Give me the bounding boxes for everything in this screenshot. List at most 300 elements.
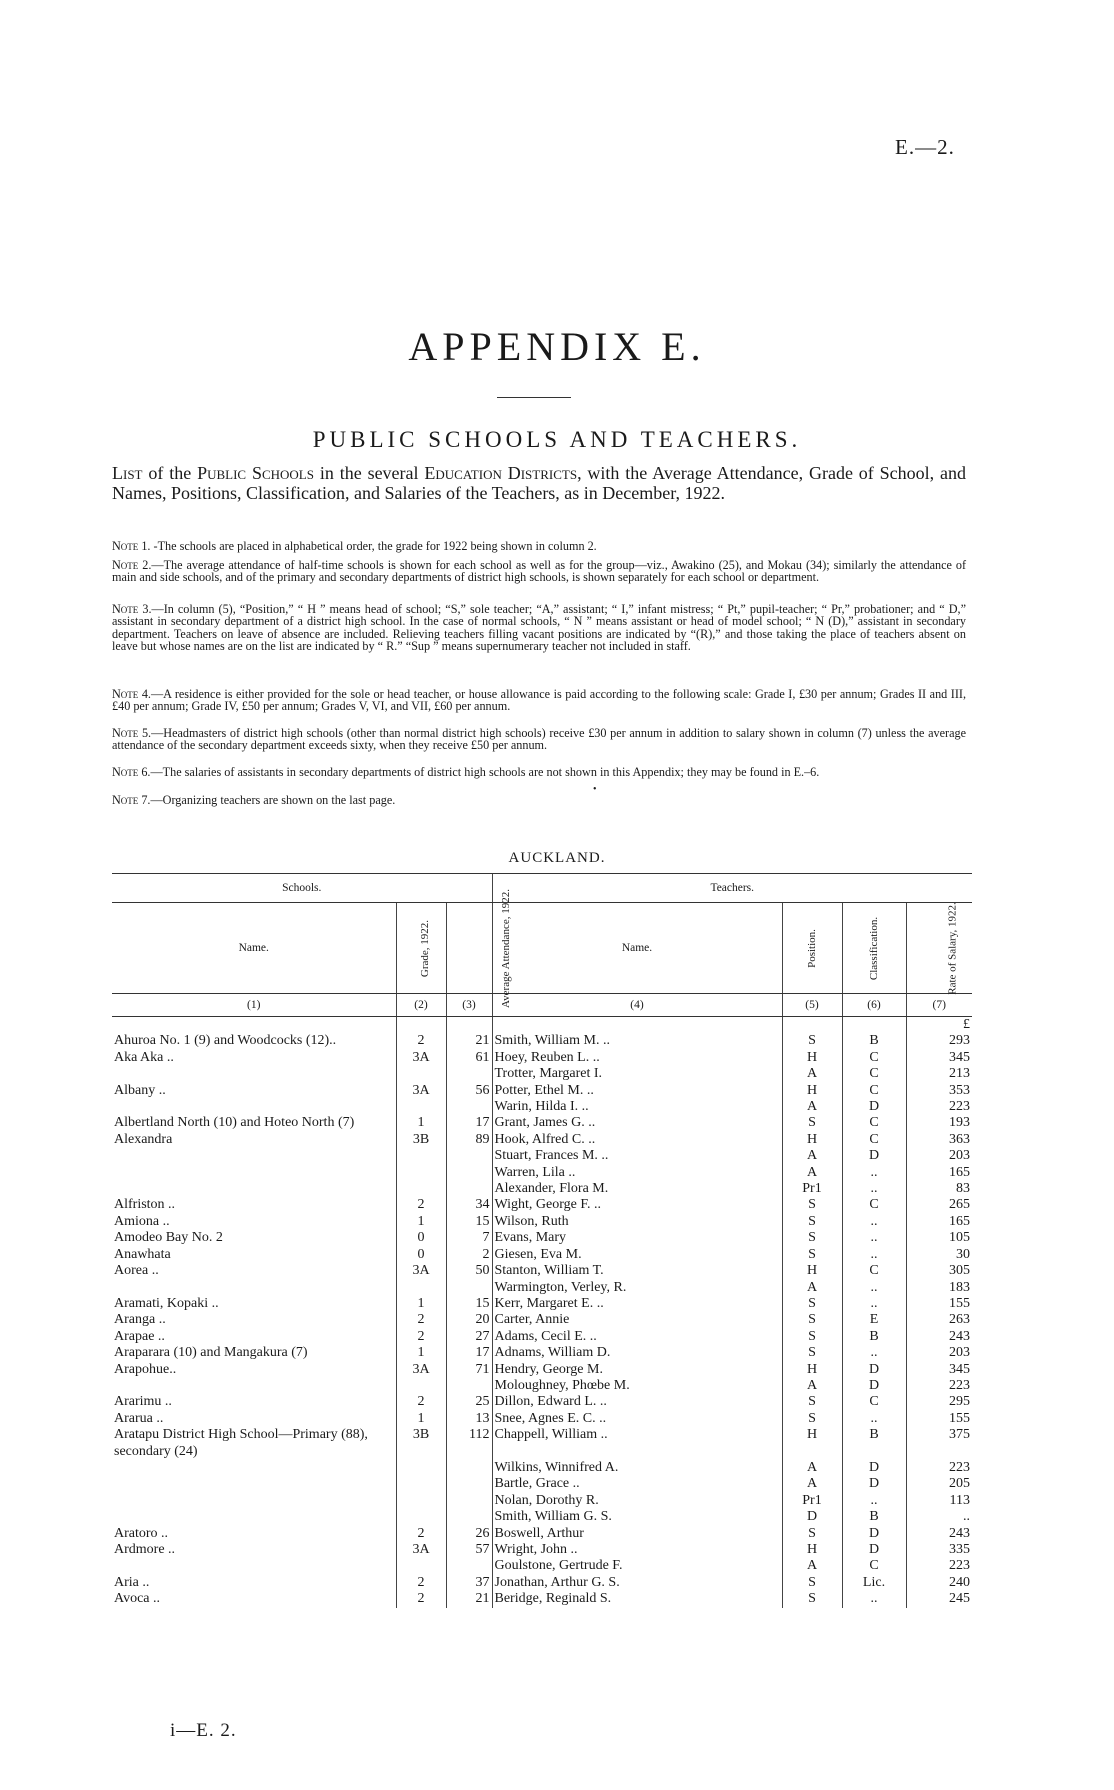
- intro-text-1: of the: [142, 463, 198, 483]
- attendance-cell: 21: [446, 1033, 492, 1049]
- position-cell: S: [782, 1230, 842, 1246]
- teacher-name-header: Name.: [492, 903, 782, 994]
- attendance-cell: 13: [446, 1411, 492, 1427]
- classification-cell: D: [842, 1542, 906, 1558]
- salary-cell: 293: [906, 1033, 972, 1049]
- attendance-cell: 25: [446, 1394, 492, 1410]
- grade-cell: [396, 1378, 446, 1394]
- attendance-cell: [446, 1148, 492, 1164]
- school-name-cell: Ardmore ..: [114, 1542, 176, 1557]
- classification-cell: D: [842, 1362, 906, 1378]
- classification-cell: ..: [842, 1493, 906, 1509]
- attendance-cell: [446, 1181, 492, 1197]
- classification-cell: C: [842, 1050, 906, 1066]
- table-row: [112, 1526, 972, 1542]
- grade-cell: 2: [396, 1526, 446, 1542]
- position-cell: S: [782, 1033, 842, 1049]
- grade-cell: [396, 1280, 446, 1296]
- salary-cell: 223: [906, 1558, 972, 1574]
- region-title: AUCKLAND.: [508, 850, 606, 866]
- table-row: [112, 1312, 972, 1328]
- grade-cell: [396, 1493, 446, 1509]
- table-row: [112, 1132, 972, 1148]
- grade-cell: 3A: [396, 1050, 446, 1066]
- note-text: —The average attendance of half-time schools is shown for each school as well as for the group—viz., Awakino (25), and Mokau (34); similarly the attendance of main and side schools, and of the primary and secondary departments of district high schools, is shown separately for each school or department.: [112, 558, 967, 585]
- note-label: Note 2.: [112, 558, 152, 572]
- note-1: [112, 540, 966, 552]
- classification-header: [842, 903, 906, 994]
- attendance-cell: 17: [446, 1115, 492, 1131]
- intro-text-2: in the several: [313, 463, 425, 483]
- grade-cell: 2: [396, 1033, 446, 1049]
- attendance-cell: [446, 1099, 492, 1115]
- salary-cell: 223: [906, 1099, 972, 1115]
- position-cell: A: [782, 1476, 842, 1492]
- intro-education-districts: Education Districts: [424, 463, 578, 483]
- salary-cell: 165: [906, 1165, 972, 1181]
- table-row: [112, 1558, 972, 1574]
- salary-cell: 243: [906, 1329, 972, 1345]
- attendance-cell: 7: [446, 1230, 492, 1246]
- signature-mark: i—E. 2.: [170, 1720, 237, 1741]
- classification-cell: C: [842, 1132, 906, 1148]
- attendance-cell: 27: [446, 1329, 492, 1345]
- grade-cell: 2: [396, 1394, 446, 1410]
- table-row: [112, 1247, 972, 1263]
- grade-cell: 1: [396, 1411, 446, 1427]
- table-row: [112, 1033, 972, 1049]
- classification-cell: D: [842, 1526, 906, 1542]
- grade-cell: 1: [396, 1345, 446, 1361]
- classification-header-label: Classification.: [867, 916, 880, 981]
- grade-cell: 1: [396, 1296, 446, 1312]
- grade-cell: [396, 1509, 446, 1525]
- school-name-cell: Aramati, Kopaki ..: [114, 1295, 219, 1311]
- school-name-cell: Alfriston ..: [114, 1197, 176, 1213]
- table-row: [112, 1181, 972, 1197]
- teacher-name-cell: Adnams, William D.: [492, 1345, 782, 1361]
- note-3: [112, 603, 966, 652]
- table-row: [112, 1296, 972, 1312]
- table-row: [112, 1362, 972, 1378]
- school-name-cell: [112, 1509, 396, 1525]
- school-name-cell: [112, 1148, 396, 1164]
- school-name-cell: Ahuroa No. 1 (9) and Woodcocks (12)..: [114, 1033, 337, 1049]
- attendance-header-label: Average Attendance, 1922.: [499, 889, 512, 1008]
- position-cell: H: [782, 1263, 842, 1279]
- attendance-header: [446, 889, 512, 1008]
- grade-cell: 0: [396, 1230, 446, 1246]
- table-body: [112, 1017, 972, 1608]
- salary-cell: 213: [906, 1066, 972, 1082]
- table-row: [112, 1115, 972, 1131]
- note-label: Note 5.: [112, 726, 152, 740]
- position-cell: S: [782, 1411, 842, 1427]
- table-row: [112, 1411, 972, 1427]
- classification-cell: D: [842, 1378, 906, 1394]
- grade-cell: 1: [396, 1115, 446, 1131]
- table-row: [112, 1066, 972, 1082]
- position-cell: H: [782, 1542, 842, 1558]
- note-7: [112, 794, 966, 806]
- grade-cell: 3B: [396, 1427, 446, 1460]
- position-cell: A: [782, 1460, 842, 1476]
- note-label: Note 6.: [112, 765, 151, 779]
- classification-cell: E: [842, 1312, 906, 1328]
- salary-cell: 155: [906, 1411, 972, 1427]
- school-name-cell: [112, 1460, 396, 1476]
- table-row: [112, 1591, 972, 1607]
- classification-cell: Lic.: [842, 1575, 906, 1591]
- grade-header-label: Grade, 1922.: [418, 919, 431, 978]
- teacher-name-cell: Beridge, Reginald S.: [492, 1591, 782, 1607]
- position-cell: H: [782, 1083, 842, 1099]
- note-text: —In column (5), “Position,” “ H ” means head of school; “S,” sole teacher; “A,” assistant; “ I,” infant mistress; “ Pt,” pupil-teacher; “ Pr,” probationer; and “ D,” assistant in secondary department of a district high school. In the case of normal schools, “ N ” means assistant or head of model school; “ N (D),” assistant in secondary department. Teachers on leave of absence are included. Relieving teachers filling vacant positions are indicated by “(R),” and those taking the place of teachers absent on leave but whose names are on the list are indicated by “ R.” “Sup ” means supernumerary teacher not included in staff.: [112, 602, 966, 653]
- classification-cell: B: [842, 1329, 906, 1345]
- classification-cell: B: [842, 1509, 906, 1525]
- attendance-cell: 89: [446, 1132, 492, 1148]
- school-name-cell: Alexandra: [114, 1131, 173, 1147]
- teacher-name-cell: Giesen, Eva M.: [492, 1247, 782, 1263]
- classification-cell: C: [842, 1394, 906, 1410]
- classification-cell: ..: [842, 1345, 906, 1361]
- school-name-cell: Aratoro ..: [114, 1525, 169, 1541]
- note-5: [112, 727, 966, 752]
- school-name-cell: [112, 1378, 396, 1394]
- position-cell: H: [782, 1050, 842, 1066]
- currency-symbol: £: [906, 1017, 972, 1034]
- table-row: [112, 1476, 972, 1492]
- school-name-header: Name.: [112, 903, 396, 994]
- grade-cell: [396, 1099, 446, 1115]
- school-name-cell: [112, 1280, 396, 1296]
- teacher-name-cell: Dillon, Edward L. ..: [492, 1394, 782, 1410]
- note-label: Note 1.: [112, 539, 151, 553]
- position-cell: A: [782, 1378, 842, 1394]
- classification-cell: C: [842, 1558, 906, 1574]
- school-name-cell: Aka Aka ..: [114, 1049, 174, 1065]
- salary-cell: 345: [906, 1050, 972, 1066]
- classification-cell: ..: [842, 1247, 906, 1263]
- school-name-cell: Aorea ..: [114, 1263, 159, 1279]
- attendance-cell: [446, 1165, 492, 1181]
- position-header: [782, 903, 842, 994]
- teacher-name-cell: Hook, Alfred C. ..: [492, 1132, 782, 1148]
- attendance-cell: 50: [446, 1263, 492, 1279]
- position-cell: A: [782, 1148, 842, 1164]
- table-row: [112, 1575, 972, 1591]
- teacher-name-cell: Kerr, Margaret E. ..: [492, 1296, 782, 1312]
- intro-public-schools: Public Schools: [197, 463, 314, 483]
- salary-cell: 335: [906, 1542, 972, 1558]
- position-cell: S: [782, 1247, 842, 1263]
- classification-cell: C: [842, 1197, 906, 1213]
- grade-cell: 1: [396, 1214, 446, 1230]
- attendance-cell: 26: [446, 1526, 492, 1542]
- salary-cell: 83: [906, 1181, 972, 1197]
- school-name-cell: Aratapu District High School—Primary (88), secondary (24): [114, 1427, 368, 1459]
- classification-cell: ..: [842, 1296, 906, 1312]
- school-name-cell: Araparara (10) and Mangakura (7): [114, 1345, 308, 1361]
- classification-cell: ..: [842, 1165, 906, 1181]
- position-cell: H: [782, 1132, 842, 1148]
- classification-cell: ..: [842, 1591, 906, 1607]
- attendance-cell: 15: [446, 1296, 492, 1312]
- table-row: [112, 1165, 972, 1181]
- grade-header: [396, 903, 446, 994]
- note-text: —The salaries of assistants in secondary departments of district high schools are not shown in this Appendix; they may be found in E.–6.: [150, 765, 820, 779]
- school-name-cell: Aria ..: [114, 1574, 150, 1590]
- teacher-name-cell: Evans, Mary: [492, 1230, 782, 1246]
- teacher-name-cell: Bartle, Grace ..: [492, 1476, 782, 1492]
- teacher-name-cell: Alexander, Flora M.: [492, 1181, 782, 1197]
- position-cell: S: [782, 1329, 842, 1345]
- column-number: (7): [906, 994, 972, 1017]
- teacher-name-cell: Moloughney, Phœbe M.: [492, 1378, 782, 1394]
- table-row: [112, 1197, 972, 1213]
- column-number: (3): [446, 994, 492, 1017]
- salary-header-label: Rate of Salary, 1922.: [946, 902, 959, 995]
- salary-cell: 345: [906, 1362, 972, 1378]
- classification-cell: D: [842, 1148, 906, 1164]
- schools-teachers-table: [112, 873, 972, 1608]
- attendance-cell: 2: [446, 1247, 492, 1263]
- school-name-cell: [112, 1066, 396, 1082]
- position-cell: S: [782, 1296, 842, 1312]
- table-row: [112, 1083, 972, 1099]
- column-number: (6): [842, 994, 906, 1017]
- school-name-cell: Arapae ..: [114, 1328, 165, 1344]
- position-cell: S: [782, 1312, 842, 1328]
- school-name-cell: Ararimu ..: [114, 1394, 172, 1410]
- teacher-name-cell: Jonathan, Arthur G. S.: [492, 1575, 782, 1591]
- teacher-name-cell: Smith, William G. S.: [492, 1509, 782, 1525]
- grade-cell: [396, 1148, 446, 1164]
- attendance-cell: 17: [446, 1345, 492, 1361]
- teacher-name-cell: Chappell, William ..: [492, 1427, 782, 1460]
- grade-cell: 3A: [396, 1263, 446, 1279]
- intro-text-3: , with the Average Attendance, Grade of School, and Names, Positions, Classification, and Salaries of the Teachers, as in December, 1922.: [112, 463, 967, 503]
- appendix-title: APPENDIX E.: [408, 324, 706, 369]
- note-4: [112, 688, 966, 713]
- note-text: -The schools are placed in alphabetical order, the grade for 1922 being shown in column 2.: [150, 539, 597, 553]
- teacher-name-cell: Wilkins, Winnifred A.: [492, 1460, 782, 1476]
- attendance-cell: 21: [446, 1591, 492, 1607]
- school-name-cell: Anawhata: [114, 1246, 171, 1262]
- school-name-cell: [112, 1558, 396, 1574]
- classification-cell: B: [842, 1427, 906, 1460]
- salary-cell: 223: [906, 1378, 972, 1394]
- attendance-cell: [446, 1476, 492, 1492]
- school-name-cell: [112, 1099, 396, 1115]
- intro-paragraph: [112, 463, 966, 503]
- table-row: [112, 1542, 972, 1558]
- position-cell: Pr1: [782, 1493, 842, 1509]
- attendance-cell: [446, 1493, 492, 1509]
- salary-cell: 245: [906, 1591, 972, 1607]
- salary-cell: 363: [906, 1132, 972, 1148]
- position-header-label: Position.: [805, 929, 818, 968]
- position-cell: A: [782, 1099, 842, 1115]
- attendance-cell: 56: [446, 1083, 492, 1099]
- school-name-cell: Amiona ..: [114, 1213, 170, 1229]
- note-text: —Headmasters of district high schools (other than normal district high schools) receive £30 per annum in addition to salary shown in column (7) unless the average attendance of the secondary department exceeds sixty, when they receive £50 per annum.: [112, 726, 967, 753]
- school-name-cell: Aranga ..: [114, 1312, 166, 1328]
- currency-row: [112, 1017, 972, 1034]
- teacher-name-cell: Snee, Agnes E. C. ..: [492, 1411, 782, 1427]
- classification-cell: D: [842, 1476, 906, 1492]
- classification-cell: C: [842, 1263, 906, 1279]
- grade-cell: 3A: [396, 1542, 446, 1558]
- school-name-cell: [112, 1165, 396, 1181]
- table-row: [112, 1230, 972, 1246]
- grade-cell: 2: [396, 1575, 446, 1591]
- attendance-cell: 112: [446, 1427, 492, 1460]
- attendance-cell: [446, 1558, 492, 1574]
- grade-cell: 2: [396, 1329, 446, 1345]
- position-cell: S: [782, 1214, 842, 1230]
- table-row: [112, 1050, 972, 1066]
- table-row: [112, 1280, 972, 1296]
- teacher-name-cell: Smith, William M. ..: [492, 1033, 782, 1049]
- attendance-cell: [446, 1378, 492, 1394]
- table-row: [112, 1394, 972, 1410]
- salary-cell: 203: [906, 1148, 972, 1164]
- intro-list: List: [112, 463, 143, 483]
- table-row: [112, 1378, 972, 1394]
- salary-cell: 265: [906, 1197, 972, 1213]
- teacher-name-cell: Hoey, Reuben L. ..: [492, 1050, 782, 1066]
- grade-cell: [396, 1066, 446, 1082]
- teacher-name-cell: Potter, Ethel M. ..: [492, 1083, 782, 1099]
- position-cell: A: [782, 1066, 842, 1082]
- salary-cell: 30: [906, 1247, 972, 1263]
- classification-cell: ..: [842, 1411, 906, 1427]
- salary-cell: 375: [906, 1427, 972, 1460]
- teacher-name-cell: Wilson, Ruth: [492, 1214, 782, 1230]
- school-name-cell: Ararua ..: [114, 1410, 164, 1426]
- teacher-name-cell: Wight, George F. ..: [492, 1197, 782, 1213]
- grade-cell: [396, 1165, 446, 1181]
- school-name-cell: Albany ..: [114, 1082, 166, 1098]
- table-row: [112, 1214, 972, 1230]
- table-row: [112, 1148, 972, 1164]
- salary-cell: 223: [906, 1460, 972, 1476]
- attendance-cell: 57: [446, 1542, 492, 1558]
- attendance-cell: 15: [446, 1214, 492, 1230]
- school-name-cell: Amodeo Bay No. 2: [114, 1230, 223, 1246]
- column-number: (2): [396, 994, 446, 1017]
- salary-cell: 205: [906, 1476, 972, 1492]
- position-cell: A: [782, 1280, 842, 1296]
- position-cell: Pr1: [782, 1181, 842, 1197]
- grade-cell: 3A: [396, 1083, 446, 1099]
- school-name-cell: [112, 1181, 396, 1197]
- classification-cell: ..: [842, 1181, 906, 1197]
- salary-cell: 193: [906, 1115, 972, 1131]
- position-cell: S: [782, 1591, 842, 1607]
- school-name-cell: [112, 1493, 396, 1509]
- grade-cell: [396, 1476, 446, 1492]
- school-name-cell: [112, 1476, 396, 1492]
- grade-cell: 2: [396, 1312, 446, 1328]
- salary-cell: 155: [906, 1296, 972, 1312]
- position-cell: S: [782, 1526, 842, 1542]
- salary-cell: 305: [906, 1263, 972, 1279]
- teacher-name-cell: Boswell, Arthur: [492, 1526, 782, 1542]
- salary-cell: 243: [906, 1526, 972, 1542]
- classification-cell: C: [842, 1066, 906, 1082]
- column-number: (4): [492, 994, 782, 1017]
- salary-cell: 295: [906, 1394, 972, 1410]
- note-text: —A residence is either provided for the sole or head teacher, or house allowance is paid according to the following scale: Grade I, £30 per annum; Grades II and III, £40 per annum; Grade IV, £50 per annum; Grades V, VI, and VII, £60 per annum.: [112, 687, 967, 714]
- salary-cell: 263: [906, 1312, 972, 1328]
- attendance-cell: 61: [446, 1050, 492, 1066]
- note-label: Note 7.: [112, 793, 151, 807]
- position-cell: H: [782, 1427, 842, 1460]
- school-name-cell: Avoca ..: [114, 1591, 160, 1607]
- grade-cell: 2: [396, 1197, 446, 1213]
- classification-cell: D: [842, 1099, 906, 1115]
- classification-cell: ..: [842, 1214, 906, 1230]
- note-6: [112, 766, 966, 778]
- teacher-name-cell: Stuart, Frances M. ..: [492, 1148, 782, 1164]
- grade-cell: 0: [396, 1247, 446, 1263]
- grade-cell: [396, 1558, 446, 1574]
- table-row: [112, 1493, 972, 1509]
- school-name-cell: Albertland North (10) and Hoteo North (7): [114, 1115, 355, 1131]
- schools-group-header: Schools.: [112, 874, 492, 903]
- attendance-cell: [446, 1460, 492, 1476]
- column-number: (5): [782, 994, 842, 1017]
- teacher-name-cell: Nolan, Dorothy R.: [492, 1493, 782, 1509]
- school-name-cell: Arapohue..: [114, 1361, 177, 1377]
- position-cell: A: [782, 1165, 842, 1181]
- grade-cell: 3B: [396, 1132, 446, 1148]
- salary-cell: ..: [906, 1509, 972, 1525]
- teachers-group-header: Teachers.: [492, 874, 972, 903]
- page-reference: E.—2.: [895, 135, 955, 159]
- teacher-name-cell: Grant, James G. ..: [492, 1115, 782, 1131]
- teacher-name-cell: Goulstone, Gertrude F.: [492, 1558, 782, 1574]
- teacher-name-cell: Warmington, Verley, R.: [492, 1280, 782, 1296]
- teacher-name-cell: Warren, Lila ..: [492, 1165, 782, 1181]
- teacher-name-cell: Warin, Hilda I. ..: [492, 1099, 782, 1115]
- teacher-name-cell: Trotter, Margaret I.: [492, 1066, 782, 1082]
- position-cell: S: [782, 1345, 842, 1361]
- position-cell: A: [782, 1558, 842, 1574]
- attendance-cell: [446, 1066, 492, 1082]
- title-rule: [497, 397, 571, 398]
- section-title: PUBLIC SCHOOLS AND TEACHERS.: [312, 427, 802, 452]
- note-2: [112, 559, 966, 584]
- grade-cell: 2: [396, 1591, 446, 1607]
- classification-cell: C: [842, 1115, 906, 1131]
- attendance-cell: 34: [446, 1197, 492, 1213]
- teacher-name-cell: Wright, John ..: [492, 1542, 782, 1558]
- position-cell: S: [782, 1197, 842, 1213]
- note-label: Note 3.: [112, 602, 152, 616]
- attendance-cell: [446, 1280, 492, 1296]
- teacher-name-cell: Adams, Cecil E. ..: [492, 1329, 782, 1345]
- grade-cell: [396, 1181, 446, 1197]
- attendance-cell: 20: [446, 1312, 492, 1328]
- salary-cell: 203: [906, 1345, 972, 1361]
- stray-mark: •: [593, 784, 597, 795]
- grade-cell: 3A: [396, 1362, 446, 1378]
- classification-cell: B: [842, 1033, 906, 1049]
- table-row: [112, 1460, 972, 1476]
